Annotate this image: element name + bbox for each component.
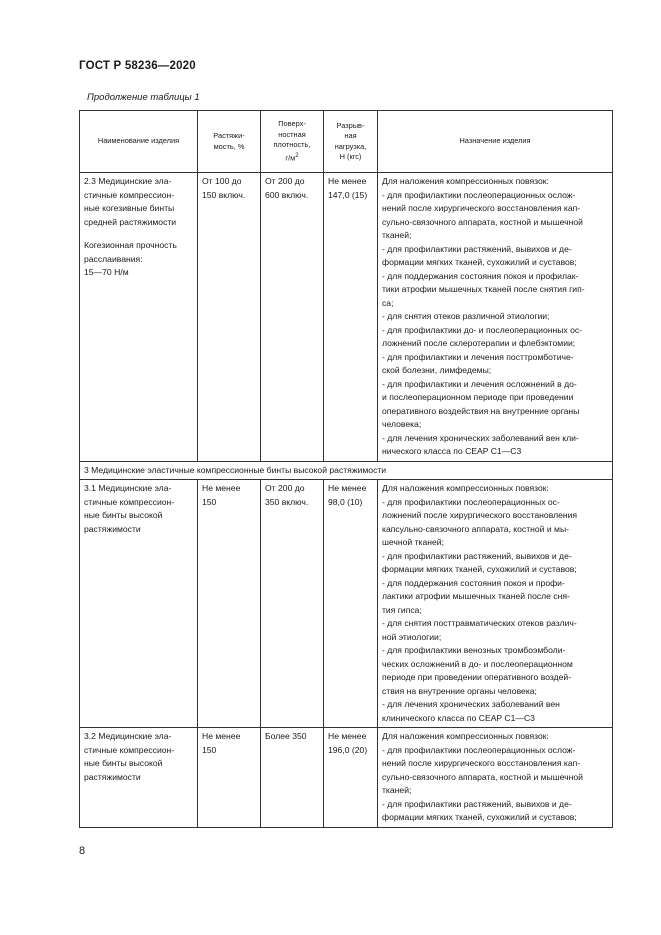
purpose-cell bbox=[378, 480, 613, 728]
purpose-cell bbox=[378, 728, 613, 828]
page-number: 8 bbox=[79, 845, 86, 857]
purpose-item: - для профилактики растяжений, вывихов и де- формации мягких тканей, сухожилий и суставов; bbox=[382, 798, 577, 822]
purpose-item: - для профилактики венозных тромбоэмболи- ческих осложнений в до- и послеоперационном периоде при проведении оперативного воздей- ствия на внутренние органы человека; bbox=[382, 645, 573, 696]
purpose-item: - для профилактики и лечения осложнений в до- и послеоперационном периоде при проведении оперативного воздействия на внутренние органы человека; bbox=[382, 378, 580, 429]
section-row bbox=[80, 461, 613, 480]
purpose-item: - для профилактики растяжений, вывихов и де- формации мягких тканей, сухожилий и суставов; bbox=[382, 243, 577, 267]
document-header: ГОСТ Р 58236—2020 bbox=[79, 60, 196, 72]
purpose-item: - для снятия отеков различной этиологии; bbox=[382, 311, 550, 321]
product-note: Когезионная прочность расслаивания: 15—70 Н/м bbox=[84, 240, 177, 277]
product-name: 3.1 Медицинские эла- стичные компрессион- ные бинты высокой растяжимости bbox=[84, 483, 175, 534]
density-cell: От 200 до 600 включ. bbox=[261, 173, 324, 462]
purpose-item: - для лечения хронических заболеваний вен кли- нического класса по CEAP C1—C3 bbox=[382, 432, 579, 456]
purpose-item: - для лечения хронических заболеваний вен клинического класса по CEAP C1—C3 bbox=[382, 699, 560, 723]
column-header-name: Наименование изделия bbox=[80, 111, 198, 173]
product-name: 3.2 Медицинские эла- стичные компрессион- ные бинты высокой растяжимости bbox=[84, 731, 175, 782]
table-body bbox=[80, 173, 613, 828]
purpose-cell bbox=[378, 173, 613, 462]
table-continuation-caption: Продолжение таблицы 1 bbox=[87, 92, 200, 103]
purpose-item: Для наложения компрессионных повязок: bbox=[382, 731, 549, 741]
stretch-cell: От 100 до 150 включ. bbox=[198, 173, 261, 462]
column-header-load: Разрыв- ная нагрузка, Н (кгс) bbox=[324, 111, 378, 173]
column-header-stretch: Растяжи- мость, % bbox=[198, 111, 261, 173]
load-cell: Не менее 98,0 (10) bbox=[324, 480, 378, 728]
stretch-cell: Не менее 150 bbox=[198, 728, 261, 828]
column-header-density: Поверх- ностная плотность, $г/м^2$ bbox=[261, 111, 324, 173]
table-row bbox=[80, 728, 613, 828]
product-table bbox=[79, 110, 613, 828]
purpose-item: - для профилактики и лечения посттромботиче- ской болезни, лимфедемы; bbox=[382, 351, 574, 375]
purpose-item: - для поддержания состояния покоя и профилак- тики атрофии мышечных тканей после снятия гип- са; bbox=[382, 270, 585, 308]
column-header-purpose: Назначение изделия bbox=[378, 111, 613, 173]
purpose-item: - для профилактики послеоперационных ослож- нений после хирургического восстановления кап- сульно-связочного аппарата, костной и мышечной тканей; bbox=[382, 189, 583, 240]
product-name: 2.3 Медицинские эла- стичные компрессион- ные когезивные бинты средней растяжимости bbox=[84, 176, 177, 227]
purpose-item: - для профилактики послеоперационных ос- ложнений после хирургического восстановления капсульно-связочного аппарата, костной и мы- шечной тканей; bbox=[382, 496, 578, 547]
purpose-item: Для наложения компрессионных повязок: bbox=[382, 483, 549, 493]
purpose-item: - для профилактики растяжений, вывихов и де- формации мягких тканей, сухожилий и суставов; bbox=[382, 550, 577, 574]
purpose-item: - для снятия посттравматических отеков различ- ной этиологии; bbox=[382, 618, 577, 642]
table-row bbox=[80, 480, 613, 728]
purpose-item: Для наложения компрессионных повязок: bbox=[382, 176, 549, 186]
density-cell: Более 350 bbox=[261, 728, 324, 828]
load-cell: Не менее 147,0 (15) bbox=[324, 173, 378, 462]
product-name-cell bbox=[80, 728, 198, 828]
table-header-row bbox=[80, 111, 613, 173]
purpose-item: - для профилактики до- и послеоперационных ос- ложнений после склеротерапии и флебэктомии; bbox=[382, 324, 583, 348]
stretch-cell: Не менее 150 bbox=[198, 480, 261, 728]
product-name-cell bbox=[80, 173, 198, 462]
load-cell: Не менее 196,0 (20) bbox=[324, 728, 378, 828]
section-title: 3 Медицинские эластичные компрессионные бинты высокой растяжимости bbox=[80, 461, 613, 480]
table-row bbox=[80, 173, 613, 462]
purpose-item: - для профилактики послеоперационных ослож- нений после хирургического восстановления кап- сульно-связочного аппарата, костной и мышечной тканей; bbox=[382, 744, 583, 795]
purpose-item: - для поддержания состояния покоя и профи- лактики атрофии мышечных тканей после сня- тия гипса; bbox=[382, 577, 570, 615]
product-name-cell bbox=[80, 480, 198, 728]
density-cell: От 200 до 350 включ. bbox=[261, 480, 324, 728]
